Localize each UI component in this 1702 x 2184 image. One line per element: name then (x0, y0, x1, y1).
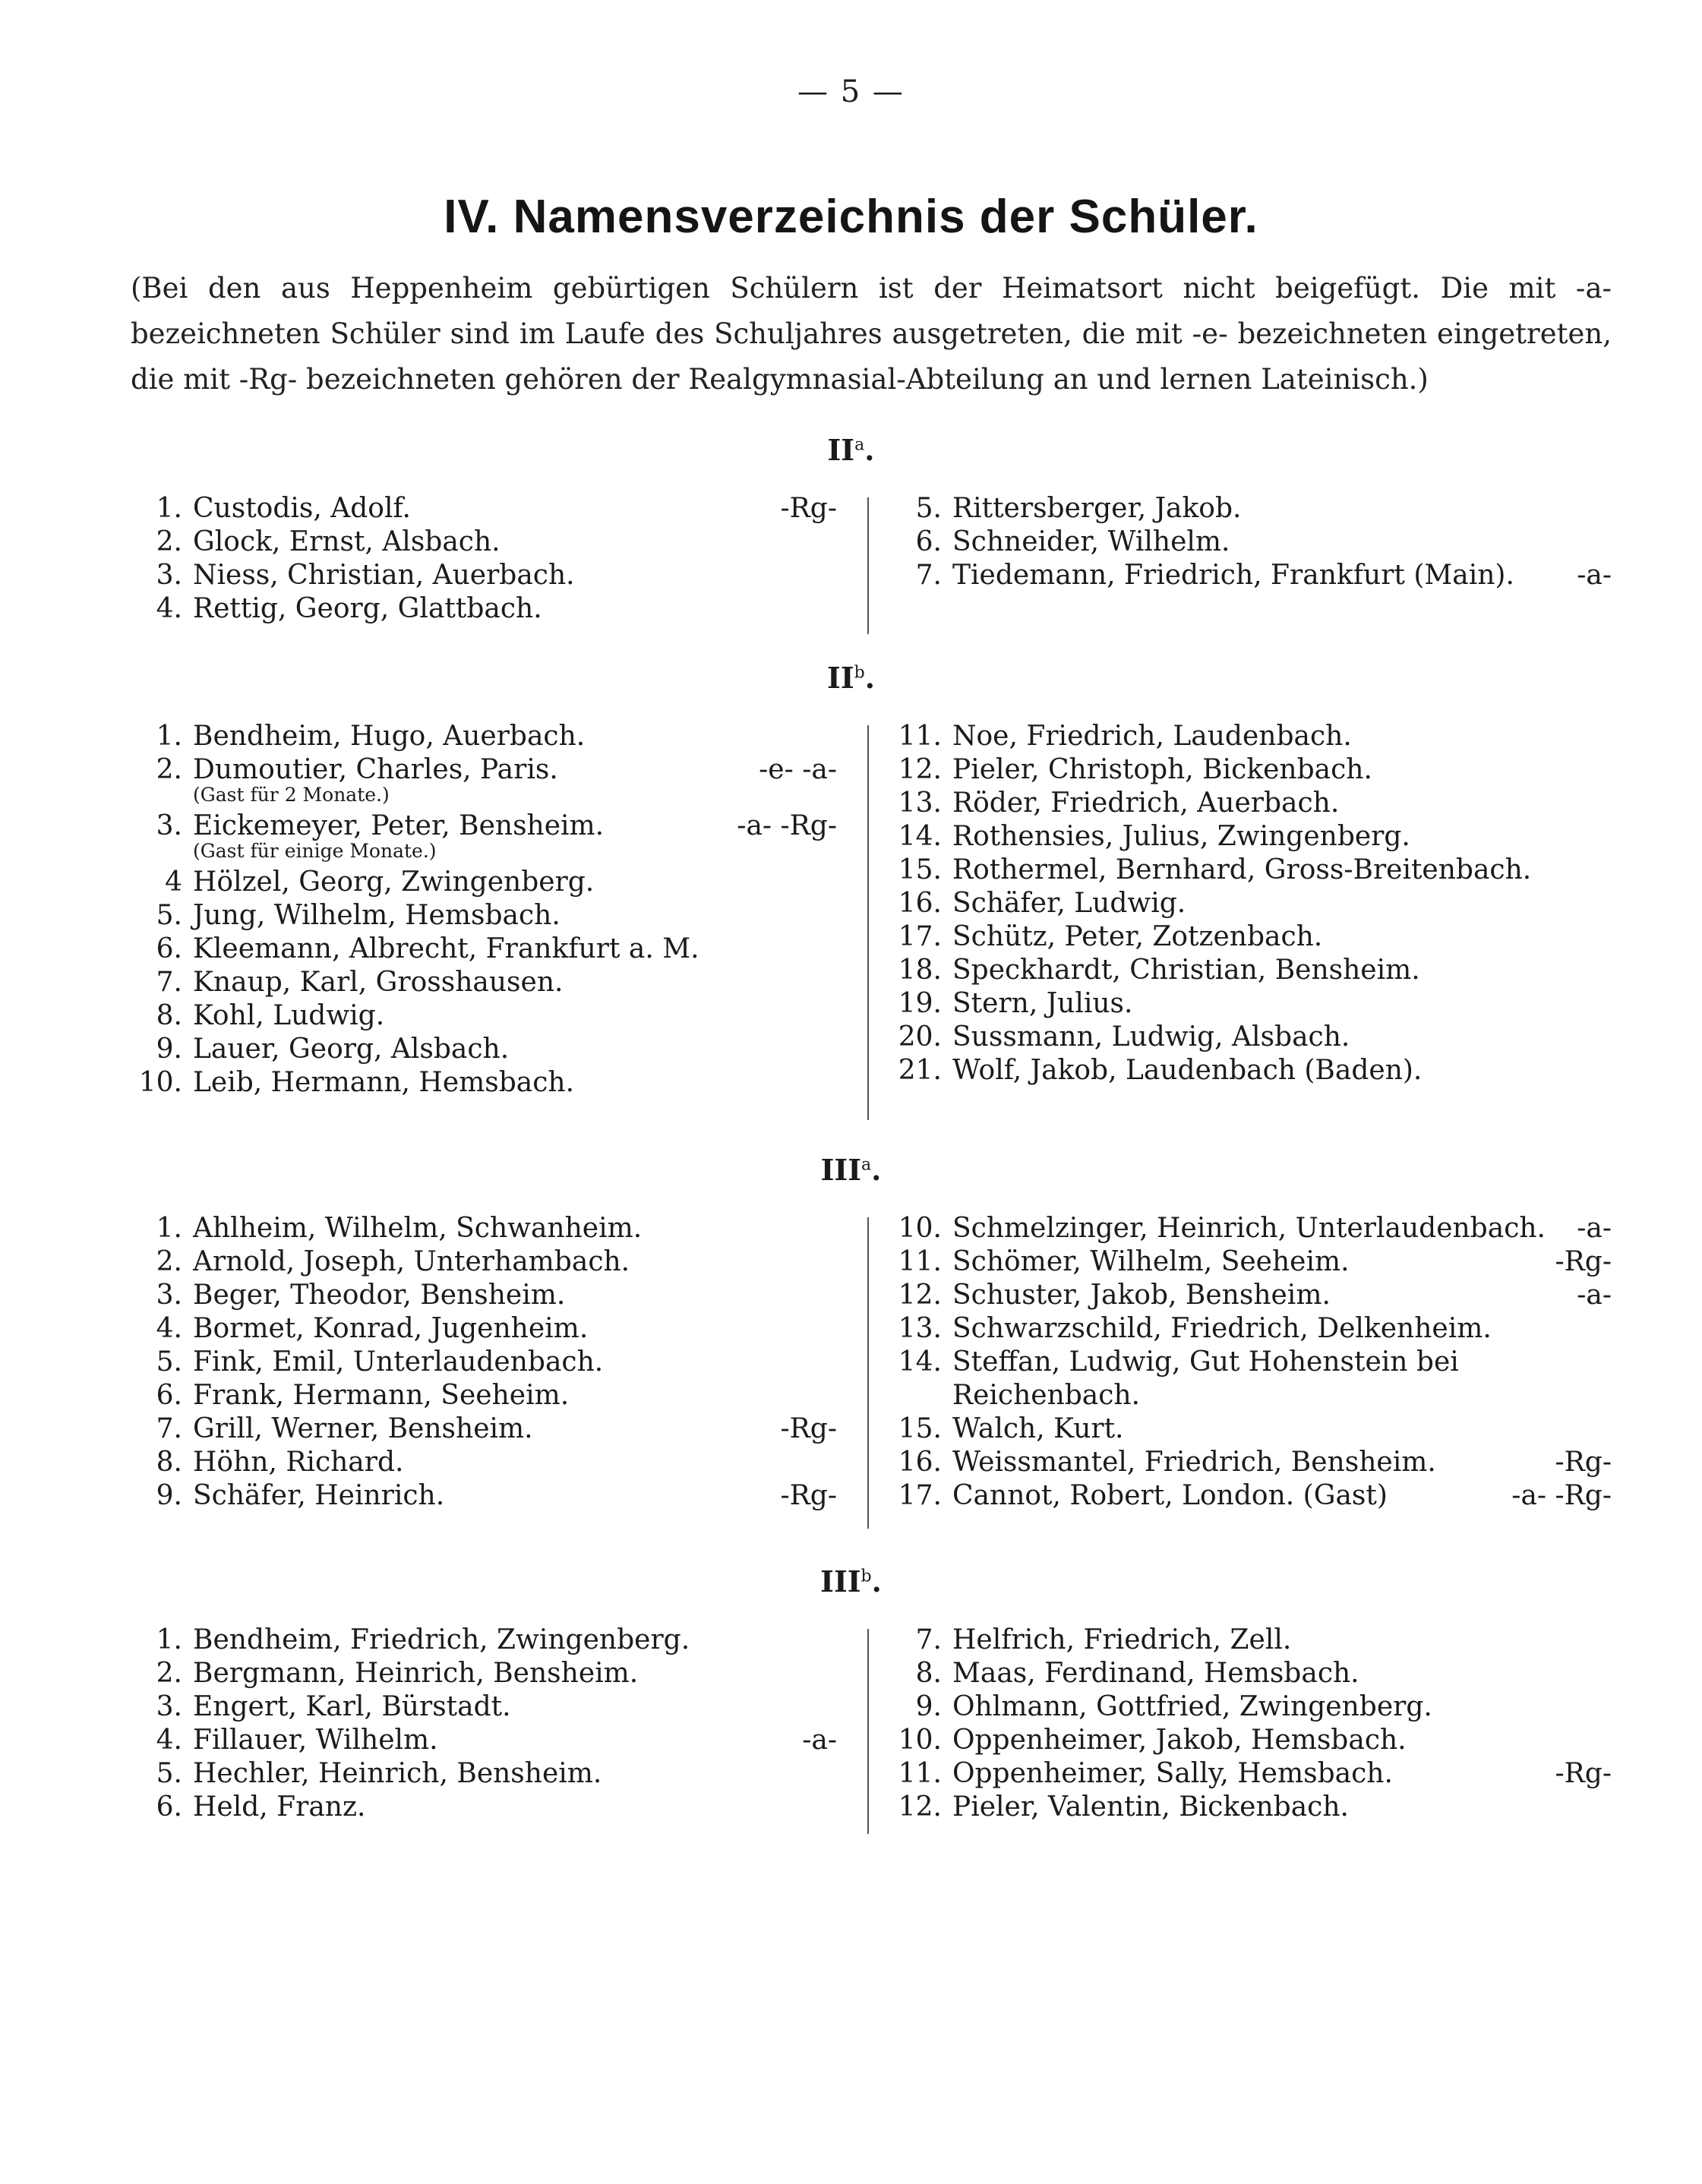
student-entry (890, 720, 1612, 753)
student-name: Walch, Kurt. (952, 1413, 1124, 1444)
entry-number: 19. (898, 988, 942, 1019)
student-entry (131, 753, 837, 787)
student-entry (890, 1791, 1612, 1824)
entry-number: 6. (915, 526, 942, 557)
student-name: Wolf, Jakob, Laudenbach (Baden). (952, 1055, 1423, 1086)
student-entry (131, 525, 837, 559)
student-entry (890, 1690, 1612, 1724)
student-name: Speckhardt, Christian, Bensheim. (952, 955, 1420, 986)
student-entry (131, 1066, 837, 1100)
student-name: Höhn, Richard. (193, 1447, 404, 1478)
left-column (131, 720, 837, 1100)
entry-number: 9. (915, 1691, 942, 1722)
entry-number: 7. (915, 1624, 942, 1655)
student-entry (131, 1312, 837, 1346)
page-number: — 5 — (797, 74, 905, 109)
entry-number: 3. (156, 1691, 182, 1722)
student-entry (890, 753, 1612, 787)
student-flags: -Rg- (780, 493, 837, 524)
entry-number: 5. (156, 1346, 182, 1378)
entry-number: 17. (898, 921, 942, 952)
student-entry (890, 525, 1612, 559)
entry-number: 11. (898, 1246, 942, 1277)
student-name: Schneider, Wilhelm. (952, 526, 1230, 557)
entry-number: 12. (898, 754, 942, 785)
left-column (131, 1624, 837, 1824)
entry-number: 2. (156, 526, 182, 557)
entry-number: 11. (898, 721, 942, 752)
student-name: Frank, Hermann, Seeheim. (193, 1380, 570, 1411)
entry-number: 3. (156, 560, 182, 591)
student-entry (131, 1724, 837, 1757)
student-name: Leib, Hermann, Hemsbach. (193, 1067, 575, 1098)
entry-number: 6. (156, 1380, 182, 1411)
student-entry (890, 559, 1612, 592)
student-flags: -Rg- (1555, 1447, 1612, 1478)
student-name: Held, Franz. (193, 1791, 366, 1823)
student-name: Grill, Werner, Bensheim. (193, 1413, 533, 1444)
student-name: Bormet, Konrad, Jugenheim. (193, 1313, 589, 1344)
student-name: Weissmantel, Friedrich, Bensheim. (952, 1447, 1436, 1478)
student-name: Beger, Theodor, Bensheim. (193, 1280, 566, 1311)
student-entry (890, 887, 1612, 920)
entry-number: 8. (156, 1000, 182, 1031)
student-entry (131, 559, 837, 592)
right-column (890, 492, 1612, 592)
entry-number: 12. (898, 1280, 942, 1311)
student-entry (890, 1479, 1612, 1513)
student-name: Hechler, Heinrich, Bensheim. (193, 1758, 602, 1789)
student-entry (131, 1412, 837, 1446)
student-name: Rettig, Georg, Glattbach. (193, 593, 542, 624)
entry-number: 21. (898, 1055, 942, 1086)
student-entry (131, 592, 837, 626)
student-entry (131, 999, 837, 1033)
entry-number: 7. (156, 1413, 182, 1444)
student-entry (131, 1479, 837, 1513)
student-name: Fillauer, Wilhelm. (193, 1725, 438, 1756)
intro-paragraph: (Bei den aus Heppenheim gebürtigen Schülern ist der Heimatsort nicht beigefügt. Die mit -a- bezeichneten Schüler sind im Laufe des Schuljahres ausgetreten, die mit -e- bezeichneten eingetreten, die mit -Rg- bezeichneten gehören der Realgymnasial-Abteilung an und lernen Lateinisch.) (131, 272, 1612, 396)
student-entry (890, 787, 1612, 820)
student-name: Cannot, Robert, London. (Gast) (952, 1480, 1388, 1511)
student-entry (131, 1346, 837, 1379)
left-column (131, 492, 837, 626)
entry-number: 10. (138, 1067, 182, 1098)
right-column (890, 720, 1612, 1087)
student-name: Bergmann, Heinrich, Bensheim. (193, 1658, 639, 1689)
student-entry (890, 1054, 1612, 1087)
student-entry (890, 492, 1612, 525)
student-name: Engert, Karl, Bürstadt. (193, 1691, 511, 1722)
student-entry (131, 1757, 837, 1791)
student-name: Pieler, Christoph, Bickenbach. (952, 754, 1372, 785)
entry-number: 6. (156, 933, 182, 964)
student-entry (131, 1212, 837, 1245)
student-entry (131, 1690, 837, 1724)
student-entry (131, 1657, 837, 1690)
entry-number: 1. (156, 721, 182, 752)
entry-note: (Gast für 2 Monate.) (193, 784, 390, 806)
student-name: Maas, Ferdinand, Hemsbach. (952, 1658, 1359, 1689)
entry-number: 4. (156, 1725, 182, 1756)
entry-number: 12. (898, 1791, 942, 1823)
student-name: Schäfer, Ludwig. (952, 888, 1186, 919)
student-entry (890, 1346, 1612, 1379)
student-flags: -a- -Rg- (737, 810, 837, 841)
student-name: Knaup, Karl, Grosshausen. (193, 967, 564, 998)
column-divider (867, 497, 869, 634)
student-name: Ahlheim, Wilhelm, Schwanheim. (193, 1213, 643, 1244)
student-entry (890, 1724, 1612, 1757)
entry-number: 1. (156, 1213, 182, 1244)
entry-number: 1. (156, 1624, 182, 1655)
student-entry (890, 987, 1612, 1021)
entry-number: 5. (156, 900, 182, 931)
student-entry (131, 966, 837, 999)
student-entry (131, 1446, 837, 1479)
student-flags: -e- -a- (759, 754, 837, 785)
student-name: Noe, Friedrich, Laudenbach. (952, 721, 1352, 752)
student-entry (890, 1312, 1612, 1346)
student-name: Jung, Wilhelm, Hemsbach. (193, 900, 560, 931)
entry-number: 7. (915, 560, 942, 591)
student-entry (890, 1279, 1612, 1312)
student-name: Fink, Emil, Unterlaudenbach. (193, 1346, 604, 1378)
student-name: Oppenheimer, Sally, Hemsbach. (952, 1758, 1393, 1789)
entry-number: 6. (156, 1791, 182, 1823)
right-column (890, 1212, 1612, 1513)
student-entry (890, 1657, 1612, 1690)
entry-number: 11. (898, 1758, 942, 1789)
student-name: Sussmann, Ludwig, Alsbach. (952, 1021, 1350, 1053)
student-name: Eickemeyer, Peter, Bensheim. (193, 810, 605, 841)
student-entry (890, 1021, 1612, 1054)
student-entry (890, 820, 1612, 854)
student-entry (890, 1412, 1612, 1446)
student-name: Schütz, Peter, Zotzenbach. (952, 921, 1323, 952)
student-name: Stern, Julius. (952, 988, 1133, 1019)
student-name: Schömer, Wilhelm, Seeheim. (952, 1246, 1350, 1277)
student-name: Tiedemann, Friedrich, Frankfurt (Main). (952, 560, 1514, 591)
student-name: Kohl, Ludwig. (193, 1000, 385, 1031)
student-entry (131, 1379, 837, 1412)
student-name: Ohlmann, Gottfried, Zwingenberg. (952, 1691, 1432, 1722)
section-heading: III$^a$. (820, 1153, 882, 1187)
entry-number: 2. (156, 1246, 182, 1277)
student-entry (890, 1757, 1612, 1791)
student-name: Röder, Friedrich, Auerbach. (952, 787, 1340, 819)
student-flags: -Rg- (1555, 1758, 1612, 1789)
student-entry (890, 1379, 1612, 1412)
column-divider (867, 725, 869, 1120)
student-name: Custodis, Adolf. (193, 493, 411, 524)
entry-number: 5. (156, 1758, 182, 1789)
student-entry (131, 810, 837, 843)
entry-number: 9. (156, 1034, 182, 1065)
student-entry (890, 920, 1612, 954)
entry-number: 9. (156, 1480, 182, 1511)
entry-number: 7. (156, 967, 182, 998)
student-name: Steffan, Ludwig, Gut Hohenstein bei (952, 1346, 1459, 1378)
student-name: Dumoutier, Charles, Paris. (193, 754, 558, 785)
student-name: Rothensies, Julius, Zwingenberg. (952, 821, 1410, 852)
student-entry (131, 720, 837, 753)
entry-number: 20. (898, 1021, 942, 1053)
section-heading: $II^b$. (827, 661, 875, 695)
student-name: Schwarzschild, Friedrich, Delkenheim. (952, 1313, 1492, 1344)
entry-number: 4 (165, 866, 182, 898)
student-name: Helfrich, Friedrich, Zell. (952, 1624, 1292, 1655)
student-entry (890, 1446, 1612, 1479)
entry-number: 3. (156, 1280, 182, 1311)
student-entry (890, 1245, 1612, 1279)
student-flags: -a- (1577, 1213, 1612, 1244)
student-entry (890, 954, 1612, 987)
student-name: Rothermel, Bernhard, Gross-Breitenbach. (952, 854, 1532, 885)
entry-number: 2. (156, 754, 182, 785)
student-name: Bendheim, Friedrich, Zwingenberg. (193, 1624, 690, 1655)
student-flags: -a- (1577, 560, 1612, 591)
left-column (131, 1212, 837, 1513)
student-name: Lauer, Georg, Alsbach. (193, 1034, 510, 1065)
entry-number: 14. (898, 1346, 942, 1378)
entry-number: 18. (898, 955, 942, 986)
student-entry (131, 866, 837, 899)
entry-number: 16. (898, 1447, 942, 1478)
student-flags: -Rg- (780, 1413, 837, 1444)
section-heading: III$^b$. (820, 1564, 882, 1599)
entry-number: 16. (898, 888, 942, 919)
entry-number: 3. (156, 810, 182, 841)
student-name: Niess, Christian, Auerbach. (193, 560, 575, 591)
student-entry (890, 1212, 1612, 1245)
student-entry (890, 854, 1612, 887)
entry-number: 15. (898, 1413, 942, 1444)
column-divider (867, 1217, 869, 1529)
entry-number: 15. (898, 854, 942, 885)
student-entry (131, 1245, 837, 1279)
student-entry (131, 1791, 837, 1824)
column-divider (867, 1629, 869, 1834)
student-entry (131, 899, 837, 933)
entry-number: 8. (915, 1658, 942, 1689)
entry-number: 10. (898, 1213, 942, 1244)
student-name: Glock, Ernst, Alsbach. (193, 526, 500, 557)
right-column (890, 1624, 1612, 1824)
student-entry (890, 1624, 1612, 1657)
section-heading: $II^a$. (827, 433, 875, 467)
entry-number: 10. (898, 1725, 942, 1756)
entry-number: 14. (898, 821, 942, 852)
student-flags: -a- (1577, 1280, 1612, 1311)
student-name: Schmelzinger, Heinrich, Unterlaudenbach. (952, 1213, 1546, 1244)
student-entry (131, 1033, 837, 1066)
entry-number: 5. (915, 493, 942, 524)
student-name: Kleemann, Albrecht, Frankfurt a. M. (193, 933, 699, 964)
student-entry (131, 1624, 837, 1657)
entry-number: 13. (898, 787, 942, 819)
student-name: Reichenbach. (952, 1380, 1141, 1411)
entry-number: 4. (156, 1313, 182, 1344)
student-name: Oppenheimer, Jakob, Hemsbach. (952, 1725, 1407, 1756)
student-flags: -Rg- (1555, 1246, 1612, 1277)
entry-number: 1. (156, 493, 182, 524)
student-name: Rittersberger, Jakob. (952, 493, 1242, 524)
student-flags: -a- (802, 1725, 837, 1756)
student-name: Pieler, Valentin, Bickenbach. (952, 1791, 1349, 1823)
student-flags: -Rg- (780, 1480, 837, 1511)
entry-number: 13. (898, 1313, 942, 1344)
student-name: Arnold, Joseph, Unterhambach. (193, 1246, 630, 1277)
student-entry (131, 492, 837, 525)
entry-note: (Gast für einige Monate.) (193, 840, 437, 862)
entry-number: 8. (156, 1447, 182, 1478)
page-title: IV. Namensverzeichnis der Schüler. (444, 191, 1258, 243)
student-entry (131, 1279, 837, 1312)
student-name: Hölzel, Georg, Zwingenberg. (193, 866, 595, 898)
student-name: Schuster, Jakob, Bensheim. (952, 1280, 1331, 1311)
entry-number: 17. (898, 1480, 942, 1511)
entry-number: 4. (156, 593, 182, 624)
student-entry (131, 933, 837, 966)
student-name: Bendheim, Hugo, Auerbach. (193, 721, 586, 752)
student-name: Schäfer, Heinrich. (193, 1480, 445, 1511)
student-flags: -a- -Rg- (1511, 1480, 1612, 1511)
entry-number: 2. (156, 1658, 182, 1689)
